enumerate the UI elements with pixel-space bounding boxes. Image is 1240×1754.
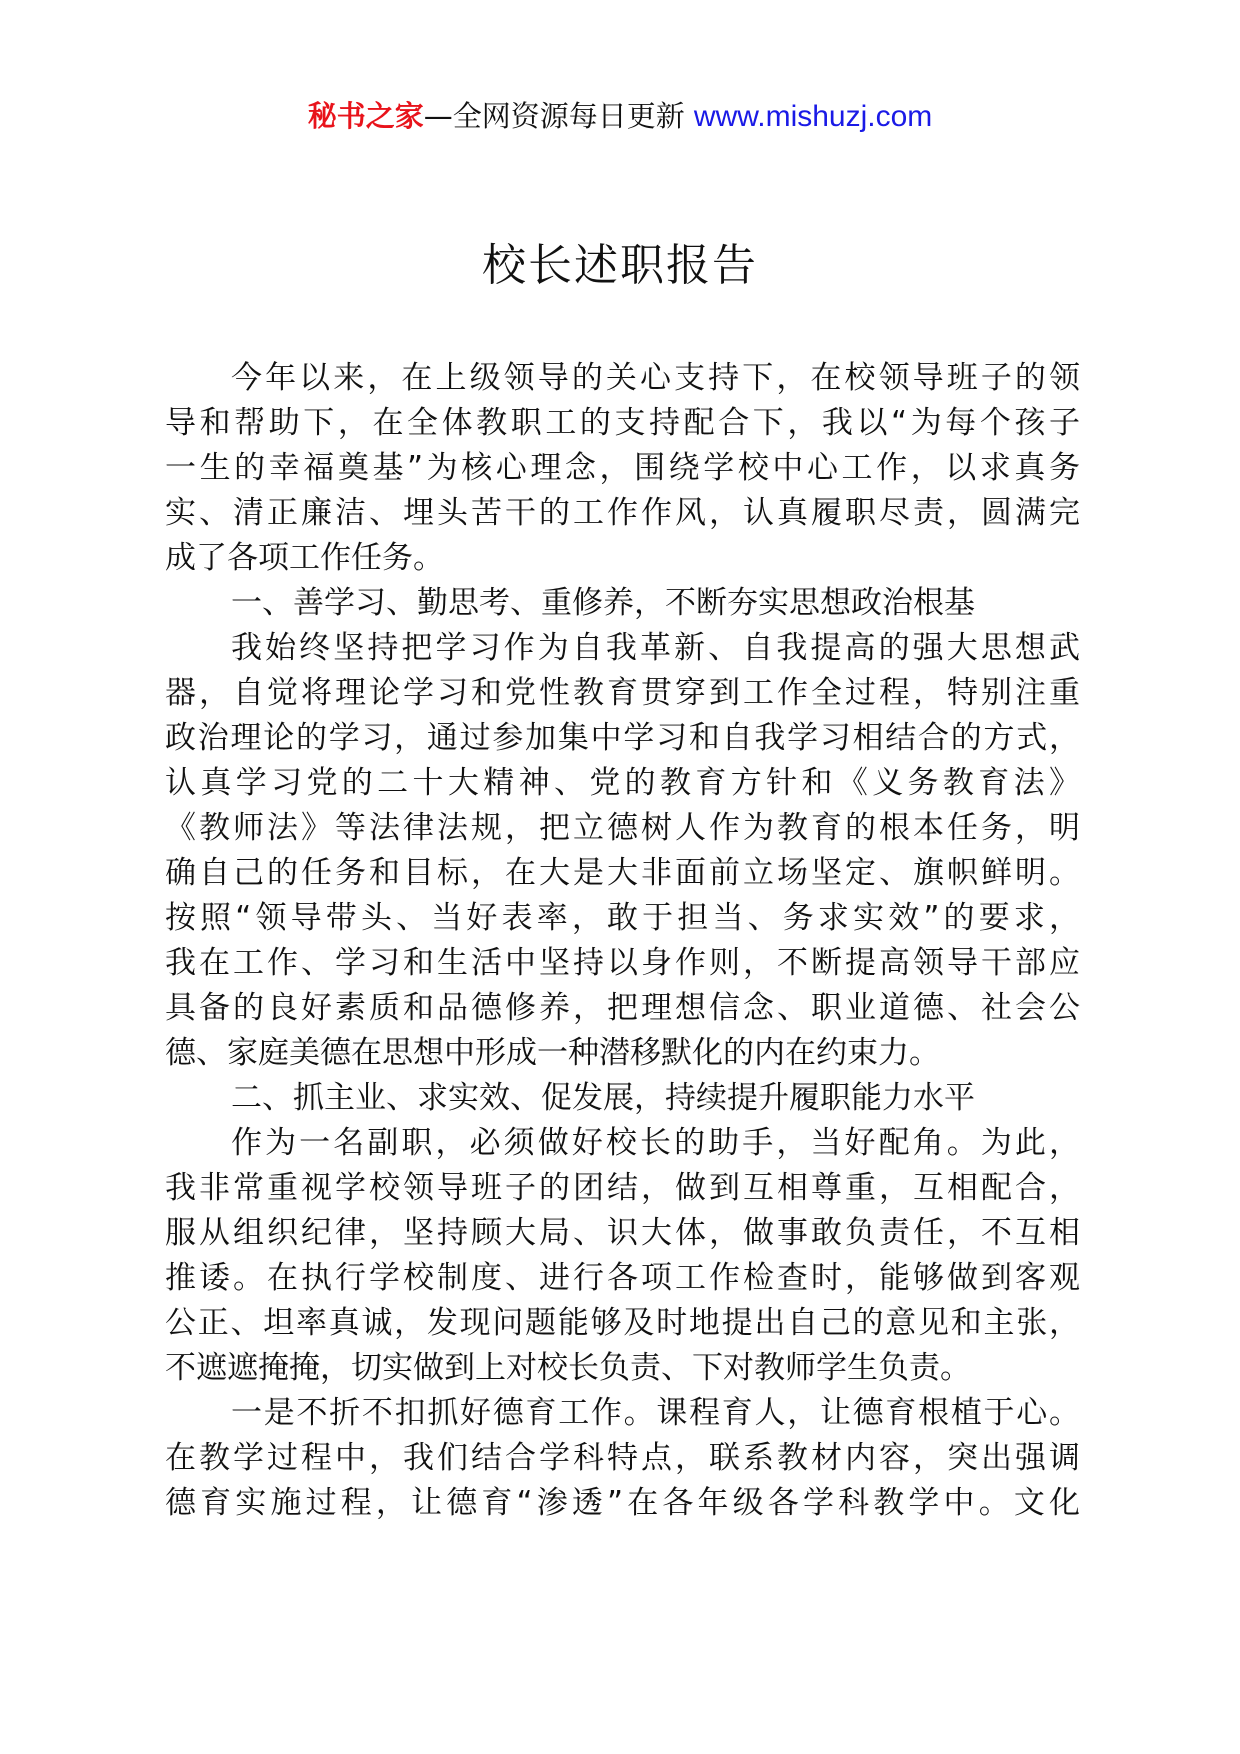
paragraph-line: 《教师法》等法律法规，把立德树人作为教育的根本任务，明: [165, 810, 1080, 846]
paragraph-line: 德育实施过程，让德育“渗透”在各年级各学科教学中。文化: [165, 1485, 1080, 1521]
paragraph-line: 不遮遮掩掩，切实做到上对校长负责、下对教师学生负责。: [165, 1350, 971, 1386]
paragraph-line: 成了各项工作任务。: [165, 540, 444, 576]
brand-name: 秘书之家: [307, 99, 424, 133]
paragraph-line: 一生的幸福奠基”为核心理念，围绕学校中心工作，以求真务: [165, 450, 1080, 486]
paragraph-line: 按照“领导带头、当好表率，敢于担当、务求实效”的要求，: [165, 900, 1080, 936]
paragraph-line: 器，自觉将理论学习和党性教育贯穿到工作全过程，特别注重: [165, 675, 1080, 711]
section-heading-1: 一、善学习、勤思考、重修养，不断夯实思想政治根基: [231, 585, 975, 621]
paragraph-line: 政治理论的学习，通过参加集中学习和自我学习相结合的方式，: [165, 720, 1080, 756]
section-heading-2: 二、抓主业、求实效、促发展，持续提升履职能力水平: [231, 1080, 975, 1116]
paragraph-line: 认真学习党的二十大精神、党的教育方针和《义务教育法》: [165, 765, 1080, 801]
paragraph-line: 实、清正廉洁、埋头苦干的工作作风，认真履职尽责，圆满完: [165, 495, 1080, 531]
paragraph-line: 公正、坦率真诚，发现问题能够及时地提出自己的意见和主张，: [165, 1305, 1080, 1341]
paragraph-line: 服从组织纪律，坚持顾大局、识大体，做事敢负责任，不互相: [165, 1215, 1080, 1251]
paragraph-line: 我非常重视学校领导班子的团结，做到互相尊重，互相配合，: [165, 1170, 1080, 1206]
paragraph-line: 我在工作、学习和生活中坚持以身作则，不断提高领导干部应: [165, 945, 1080, 981]
site-tagline: —全网资源每日更新: [423, 99, 694, 133]
paragraph-line: 在教学过程中，我们结合学科特点，联系教材内容，突出强调: [165, 1440, 1080, 1476]
paragraph-line: 我始终坚持把学习作为自我革新、自我提高的强大思想武: [231, 630, 1080, 666]
paragraph-line: 导和帮助下，在全体教职工的支持配合下，我以“为每个孩子: [165, 405, 1080, 441]
paragraph-line: 具备的良好素质和品德修养，把理想信念、职业道德、社会公: [165, 990, 1080, 1026]
document-body: [165, 356, 1080, 1526]
paragraph-line: 今年以来，在上级领导的关心支持下，在校领导班子的领: [231, 360, 1080, 396]
document-title: 校长述职报告: [482, 240, 758, 291]
paragraph-line: 作为一名副职，必须做好校长的助手，当好配角。为此，: [231, 1125, 1080, 1161]
paragraph-line: 一是不折不扣抓好德育工作。课程育人，让德育根植于心。: [231, 1395, 1080, 1431]
paragraph-line: 确自己的任务和目标，在大是大非面前立场坚定、旗帜鲜明。: [165, 855, 1080, 891]
paragraph-line: 推诿。在执行学校制度、进行各项工作检查时，能够做到客观: [165, 1260, 1080, 1296]
paragraph-line: 德、家庭美德在思想中形成一种潜移默化的内在约束力。: [165, 1035, 940, 1071]
site-url-link[interactable]: www.mishuzj.com: [693, 100, 933, 133]
site-header: [0, 96, 1240, 137]
